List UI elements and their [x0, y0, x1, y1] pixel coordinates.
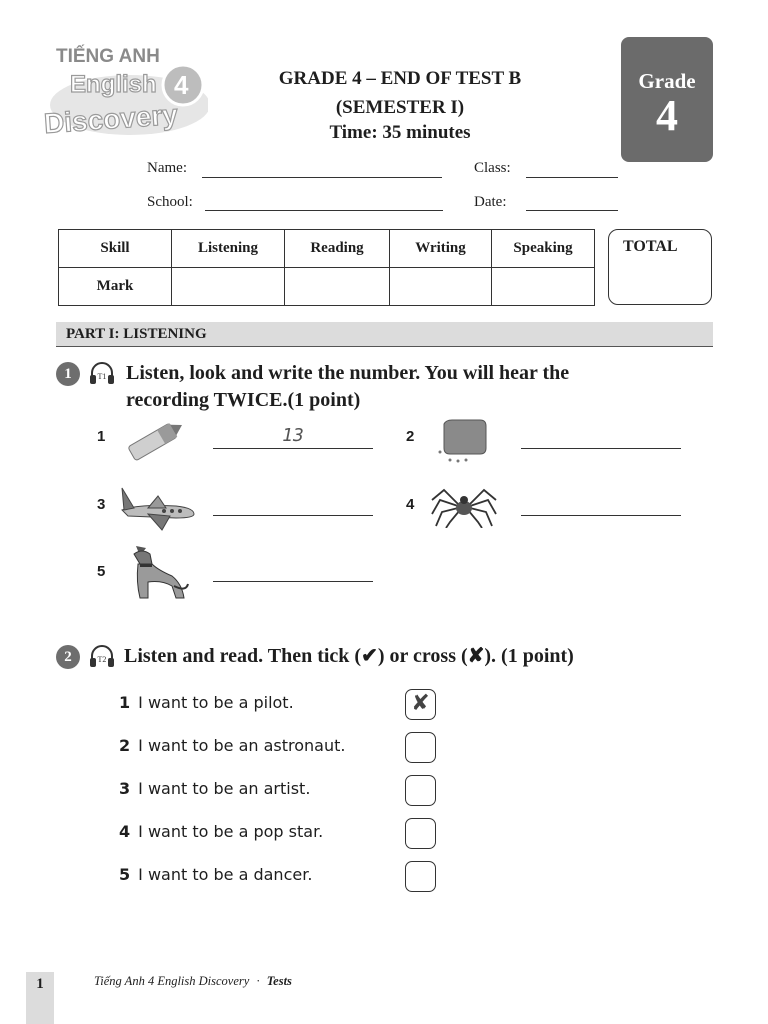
name-field[interactable]	[202, 176, 442, 178]
date-field[interactable]	[526, 209, 618, 211]
exercise-instruction: Listen and read. Then tick (✔) or cross (✘). (1 point)	[124, 645, 574, 667]
part-heading: PART I: LISTENING	[56, 322, 713, 347]
english-discovery-logo	[38, 40, 208, 140]
item-number: 5	[119, 865, 131, 884]
total-box[interactable]	[608, 229, 712, 305]
grade-badge	[621, 37, 713, 162]
sentence-text: I want to be an artist.	[138, 779, 311, 798]
item-number: 3	[119, 779, 131, 798]
svg-text:Discovery: Discovery	[42, 98, 179, 140]
sentence-text: I want to be a pop star.	[138, 822, 324, 841]
exercise-instruction: Listen, look and write the number. You will hear the	[126, 362, 570, 384]
exercise-number: 1	[56, 362, 80, 386]
semester-label: (SEMESTER I)	[335, 97, 465, 118]
spider-picture	[430, 486, 498, 533]
sentence-item	[119, 822, 323, 841]
item-number: 4	[119, 822, 131, 841]
page-number: 1	[26, 972, 54, 1024]
mark-reading-cell[interactable]	[285, 268, 390, 306]
sentence-item	[119, 865, 312, 884]
sentence-text: I want to be an astronaut.	[138, 736, 346, 755]
header-writing: Writing	[390, 230, 492, 268]
name-label: Name:	[147, 160, 187, 176]
total-label: TOTAL	[623, 238, 678, 255]
exercise-number: 2	[56, 645, 80, 669]
answer-line[interactable]	[213, 448, 373, 449]
tick-box[interactable]	[405, 775, 436, 806]
mark-listening-cell[interactable]	[172, 268, 285, 306]
exercise-instruction-line2: recording TWICE.(1 point)	[126, 389, 361, 411]
footer-text	[94, 974, 292, 989]
class-field[interactable]	[526, 176, 618, 178]
test-title: GRADE 4 – END OF TEST B	[278, 68, 522, 89]
date-label: Date:	[474, 194, 507, 210]
answer-line[interactable]	[521, 448, 681, 449]
sentence-item	[119, 693, 294, 712]
item-number: 1	[119, 693, 131, 712]
track-label: T1	[97, 372, 107, 381]
item-number: 3	[97, 496, 106, 513]
header-speaking: Speaking	[492, 230, 595, 268]
school-field[interactable]	[205, 209, 443, 211]
book-title: Tiếng Anh 4 English Discovery	[94, 974, 250, 988]
svg-text:TIẾNG ANH: TIẾNG ANH	[56, 46, 160, 67]
eraser-picture	[436, 416, 496, 471]
item-number: 2	[406, 428, 415, 445]
sentence-item	[119, 736, 345, 755]
header-listening: Listening	[172, 230, 285, 268]
svg-text:4: 4	[174, 70, 189, 100]
tick-box[interactable]	[405, 732, 436, 763]
answer-text: 13	[282, 425, 304, 446]
grade-number: 4	[656, 91, 678, 140]
school-label: School:	[147, 194, 193, 210]
marks-table	[58, 229, 595, 306]
sentence-text: I want to be a dancer.	[138, 865, 313, 884]
airplane-picture	[118, 484, 198, 537]
item-number: 1	[97, 428, 106, 445]
time-label: Time: 35 minutes	[329, 122, 471, 143]
marker-pen-picture	[122, 418, 190, 467]
sentence-text: I want to be a pilot.	[138, 693, 294, 712]
row-label-mark: Mark	[59, 268, 172, 306]
svg-text:English: English	[70, 71, 157, 98]
item-number: 2	[119, 736, 131, 755]
footer-separator: ·	[256, 974, 260, 988]
headphones-icon[interactable]	[88, 360, 114, 386]
header-skill: Skill	[59, 230, 172, 268]
item-number: 4	[406, 496, 415, 513]
dog-picture	[122, 542, 192, 607]
mark-writing-cell[interactable]	[390, 268, 492, 306]
header-reading: Reading	[285, 230, 390, 268]
item-number: 5	[97, 563, 106, 580]
mark-speaking-cell[interactable]	[492, 268, 595, 306]
track-label: T2	[97, 655, 107, 664]
answer-line[interactable]	[521, 515, 681, 516]
tick-box[interactable]	[405, 818, 436, 849]
sentence-item	[119, 779, 310, 798]
section-label: Tests	[266, 974, 292, 988]
grade-label: Grade	[638, 69, 696, 93]
class-label: Class:	[474, 160, 511, 176]
answer-line[interactable]	[213, 581, 373, 582]
tick-box[interactable]: ✘	[405, 689, 436, 720]
tick-box[interactable]	[405, 861, 436, 892]
answer-line[interactable]	[213, 515, 373, 516]
headphones-icon[interactable]	[88, 643, 114, 669]
